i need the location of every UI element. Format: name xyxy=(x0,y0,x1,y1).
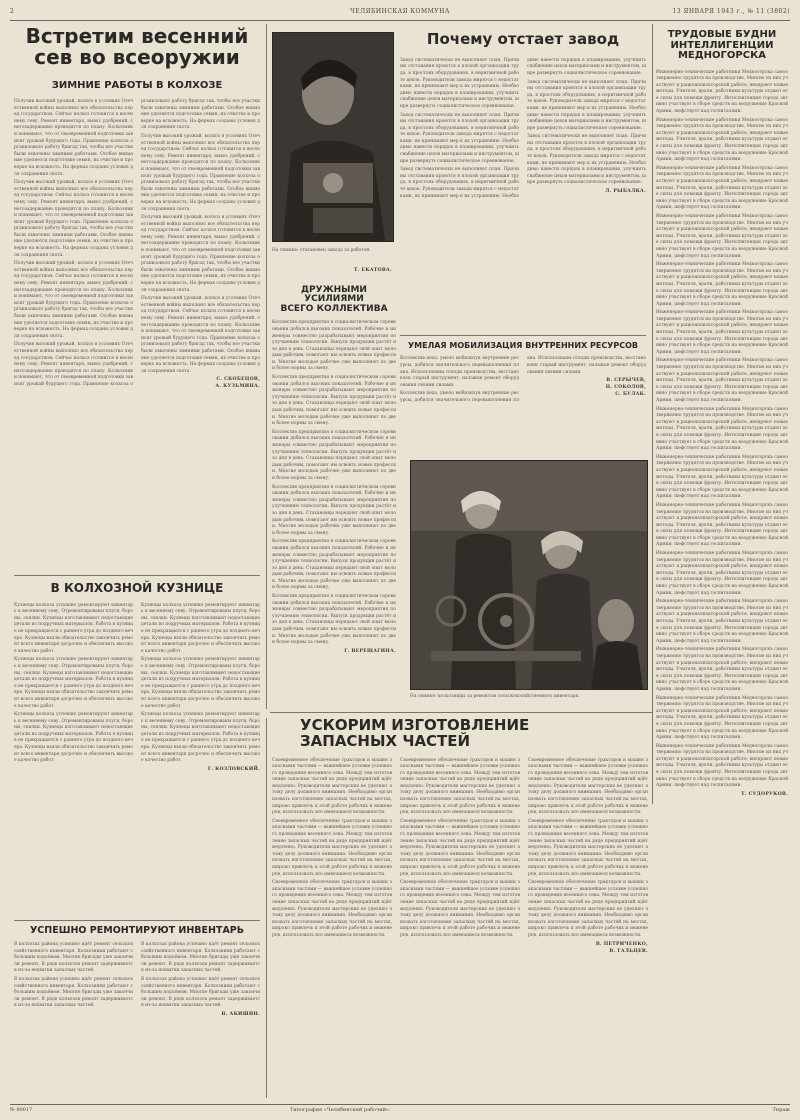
article-body: Своевременное обеспечение тракторов и машин запасными частями — важнейшее условие успешного проведения весеннего сева. Между тем изготовление запасных частей на ряде предприятий идёт медленно. Руководители мастерских не уделяют этому делу должного внимания. Необходимо организовать изготовление запасных частей на местах, широко привлечь к этой работе рабочих и инженеров, использовать все имеющиеся возможности. Своевременное обеспечение тракторов и машин запасными частями — важнейшее условие успешного проведения весеннего сева. Между тем изготовление запасных частей на ряде предприятий идёт медленно. Руководители мастерских не уделяют этому делу должного внимания. Необходимо организовать изготовление запасных частей на местах, широко привлечь к этой работе рабочих и инженеров, использовать все имеющиеся возможности. Своевременное обеспечение тракторов и машин запасными частями — важнейшее условие успешного проведения весеннего сева. Между тем изготовление запасных частей на ряде предприятий идёт медленно. Руководители мастерских не уделяют этому делу должного внимания. Необходимо организовать изготовление запасных частей на местах, широко привлечь к этой работе рабочих и инженеров, использовать все имеющиеся возможности. Своевременное обеспечение тракторов и машин запасными частями — важнейшее условие успешного проведения весеннего сева. Между тем изготовление запасных частей на ряде предприятий идёт медленно. Руководители мастерских не уделяют этому делу должного внимания. Необходимо организовать изготовление запасных частей на местах, широко привлечь к этой работе рабочих и инженеров, использовать все имеющиеся возможности. Своевременное обеспечение тракторов и машин запасными частями — важнейшее условие успешного проведения весеннего сева. Между тем изготовление запасных частей на ряде предприятий идёт медленно. Руководители мастерских не уделяют этому делу должного внимания. Необходимо организовать изготовление запасных частей на местах, широко привлечь к этой работе рабочих и инженеров, использовать все имеющиеся возможности. Своевременное обеспечение тракторов и машин запасными частями — важнейшее условие успешного проведения весеннего сева. Между тем изготовление запасных частей на ряде предприятий идёт медленно. Руководители мастерских не уделяют этому делу должного внимания. Необходимо организовать изготовление запасных частей на местах, широко привлечь к этой работе рабочих и инженеров, использовать все имеющиеся возможности. Своевременное обеспечение тракторов и машин запасными частями — важнейшее условие успешного проведения весеннего сева. Между тем изготовление запасных частей на ряде предприятий идёт медленно. Руководители мастерских не уделяют этому делу должного внимания. Необходимо организовать изготовление запасных частей на местах, широко привлечь к этой работе рабочих и инженеров, использовать все имеющиеся возможности. Своевременное обеспечение тракторов и машин запасными частями — важнейшее условие успешного проведения весеннего сева. Между тем изготовление запасных частей на ряде предприятий идёт медленно. Руководители мастерских не уделяют этому делу должного внимания. Необходимо организовать изготовление запасных частей на местах, широко привлечь к этой работе рабочих и инженеров, использовать все имеющиеся возможности. Своевременное обеспечение тракторов и машин запасными частями — важнейшее условие успешного проведения весеннего сева. Между тем изготовление запасных частей на ряде предприятий идёт медленно. Руководители мастерских не уделяют этому делу должного внимания. Необходимо организовать изготовление запасных частей на местах, широко привлечь к этой работе рабочих и инженеров, использовать все имеющиеся возможности. В. ПЕТРИЧЕНКО, В. ГАЛЬЦЕВ. xyxy=(272,757,648,954)
article-subheadline: ЗИМНИЕ РАБОТЫ В КОЛХОЗЕ xyxy=(51,80,223,91)
photo-caption: На снимке: стахановец завода за работой. xyxy=(272,248,371,254)
page-number: 2 xyxy=(10,8,15,15)
author-signature: Л. РЫБАЛКА. xyxy=(605,189,646,195)
article-body: Кузнецы колхоза успешно ремонтируют инвентарь к весеннему севу. Отремонтированы плуги, бороны, сеялки. Кузнецы изготавливают недостающие детали из подручных материалов. Работа в кузнице не прекращается с раннего утра до позднего вечера. Кузнецы взяли обязательство закончить ремонт всего инвентаря досрочно и обеспечить высокое качество работ. Кузнецы колхоза успешно ремонтируют инвентарь к весеннему севу. Отремонтированы плуги, бороны, сеялки. Кузнецы изготавливают недостающие детали из подручных материалов. Работа в кузнице не прекращается с раннего утра до позднего вечера. Кузнецы взяли обязательство закончить ремонт всего инвентаря досрочно и обеспечить высокое качество работ. Кузнецы колхоза успешно ремонтируют инвентарь к весеннему севу. Отремонтированы плуги, бороны, сеялки. Кузнецы изготавливают недостающие детали из подручных материалов. Работа в кузнице не прекращается с раннего утра до позднего вечера. Кузнецы взяли обязательство закончить ремонт всего инвентаря досрочно и обеспечить высокое качество работ. Кузнецы колхоза успешно ремонтируют инвентарь к весеннему севу. Отремонтированы плуги, бороны, сеялки. Кузнецы изготавливают недостающие детали из подручных материалов. Работа в кузнице не прекращается с раннего утра до позднего вечера. Кузнецы взяли обязательство закончить ремонт всего инвентаря досрочно и обеспечить высокое качество работ. Кузнецы колхоза успешно ремонтируют инвентарь к весеннему севу. Отремонтированы плуги, бороны, сеялки. Кузнецы изготавливают недостающие детали из подручных материалов. Работа в кузнице не прекращается с раннего утра до позднего вечера. Кузнецы взяли обязательство закончить ремонт всего инвентаря досрочно и обеспечить высокое качество работ. Кузнецы колхоза успешно ремонтируют инвентарь к весеннему севу. Отремонтированы плуги, бороны, сеялки. Кузнецы изготавливают недостающие детали из подручных материалов. Работа в кузнице не прекращается с раннего утра до позднего вечера. Кузнецы взяли обязательство закончить ремонт всего инвентаря досрочно и обеспечить высокое качество работ. Г. КОЗЛОВСКИЙ. xyxy=(14,602,260,772)
article-headline: ТРУДОВЫЕ БУДНИ ИНТЕЛЛИГЕНЦИИ МЕДНОГОРСКА xyxy=(667,29,777,61)
article-collective-effort: ДРУЖНЫМИ УСИЛИЯМИ ВСЕГО КОЛЛЕКТИВА Коллектив предприятия в социалистическом соревновании добился высоких показателей. Рабочие и инженеры совместно разрабатывают мероприятия по улучшению технологии. Выпуск продукции растёт изо дня в день. Стахановцы передают свой опыт молодым рабочим, помогают им освоить новые профессии. Многие молодые рабочие уже выполняют по две и более нормы за смену. Коллектив предприятия в социалистическом соревновании добился высоких показателей. Рабочие и инженеры совместно разрабатывают мероприятия по улучшению технологии. Выпуск продукции растёт изо дня в день. Стахановцы передают свой опыт молодым рабочим, помогают им освоить новые профессии. Многие молодые рабочие уже выполняют по две и более нормы за смену. Коллектив предприятия в социалистическом соревновании добился высоких показателей. Рабочие и инженеры совместно разрабатывают мероприятия по улучшению технологии. Выпуск продукции растёт изо дня в день. Стахановцы передают свой опыт молодым рабочим, помогают им освоить новые профессии. Многие молодые рабочие уже выполняют по две и более нормы за смену. Коллектив предприятия в социалистическом соревновании добился высоких показателей. Рабочие и инженеры совместно разрабатывают мероприятия по улучшению технологии. Выпуск продукции растёт изо дня в день. Стахановцы передают свой опыт молодым рабочим, помогают им освоить новые профессии. Многие молодые рабочие уже выполняют по две и более нормы за смену. Коллектив предприятия в социалистическом соревновании добился высоких показателей. Рабочие и инженеры совместно разрабатывают мероприятия по улучшению технологии. Выпуск продукции растёт изо дня в день. Стахановцы передают свой опыт молодым рабочим, помогают им освоить новые профессии. Многие молодые рабочие уже выполняют по две и более нормы за смену. Коллектив предприятия в социалистическом соревновании добился высоких показателей. Рабочие и инженеры совместно разрабатывают мероприятия по улучшению технологии. Выпуск продукции растёт изо дня в день. Стахановцы передают свой опыт молодым рабочим, помогают им освоить новые профессии. Многие молодые рабочие уже выполняют по две и более нормы за смену. Г. ВЕРЕЩАГИНА. xyxy=(272,285,396,654)
photo-repair-workers xyxy=(410,460,648,690)
author-signature: Г. ВЕРЕЩАГИНА. xyxy=(344,648,396,654)
masthead xyxy=(10,6,790,21)
footer-number: № 80017 xyxy=(10,1107,33,1113)
author-signature: В. СЕРЫЧЕВ, xyxy=(606,378,646,384)
author-signature: А. КУЗЬМИНА. xyxy=(215,384,260,390)
author-signature: Н. СОКОЛОВ, xyxy=(605,385,646,391)
article-mednogorsk-intelligentsia: ТРУДОВЫЕ БУДНИ ИНТЕЛЛИГЕНЦИИ МЕДНОГОРСКА Инженерно-технические работники Медногорска самоотверженно трудятся на производстве. Многие из них участвуют в рационализаторской работе, внедряют новые методы. Учителя, врачи, работники культуры отдают все силы для помощи фронту. Интеллигенция города активно участвует в сборе средств на вооружение Красной Армии, шефствует над госпиталями. Инженерно-технические работники Медногорска самоотверженно трудятся на производстве. Многие из них участвуют в рационализаторской работе, внедряют новые методы. Учителя, врачи, работники культуры отдают все силы для помощи фронту. Интеллигенция города активно участвует в сборе средств на вооружение Красной Армии, шефствует над госпиталями. Инженерно-технические работники Медногорска самоотверженно трудятся на производстве. Многие из них участвуют в рационализаторской работе, внедряют новые методы. Учителя, врачи, работники культуры отдают все силы для помощи фронту. Интеллигенция города активно участвует в сборе средств на вооружение Красной Армии, шефствует над госпиталями. Инженерно-технические работники Медногорска самоотверженно трудятся на производстве. Многие из них участвуют в рационализаторской работе, внедряют новые методы. Учителя, врачи, работники культуры отдают все силы для помощи фронту. Интеллигенция города активно участвует в сборе средств на вооружение Красной Армии, шефствует над госпиталями. Инженерно-технические работники Медногорска самоотверженно трудятся на производстве. Многие из них участвуют в рационализаторской работе, внедряют новые методы. Учителя, врачи, работники культуры отдают все силы для помощи фронту. Интеллигенция города активно участвует в сборе средств на вооружение Красной Армии, шефствует над госпиталями. Инженерно-технические работники Медногорска самоотверженно трудятся на производстве. Многие из них участвуют в рационализаторской работе, внедряют новые методы. Учителя, врачи, работники культуры отдают все силы для помощи фронту. Интеллигенция города активно участвует в сборе средств на вооружение Красной Армии, шефствует над госпиталями. Инженерно-технические работники Медногорска самоотверженно трудятся на производстве. Многие из них участвуют в рационализаторской работе, внедряют новые методы. Учителя, врачи, работники культуры отдают все силы для помощи фронту. Интеллигенция города активно участвует в сборе средств на вооружение Красной Армии, шефствует над госпиталями. Инженерно-технические работники Медногорска самоотверженно трудятся на производстве. Многие из них участвуют в рационализаторской работе, внедряют новые методы. Учителя, врачи, работники культуры отдают все силы для помощи фронту. Интеллигенция города активно участвует в сборе средств на вооружение Красной Армии, шефствует над госпиталями. Инженерно-технические работники Медногорска самоотверженно трудятся на производстве. Многие из них участвуют в рационализаторской работе, внедряют новые методы. Учителя, врачи, работники культуры отдают все силы для помощи фронту. Интеллигенция города активно участвует в сборе средств на вооружение Красной Армии, шефствует над госпиталями. Инженерно-технические работники Медногорска самоотверженно трудятся на производстве. Многие из них участвуют в рационализаторской работе, внедряют новые методы. Учителя, врачи, работники культуры отдают все силы для помощи фронту. Интеллигенция города активно участвует в сборе средств на вооружение Красной Армии, шефствует над госпиталями. Инженерно-технические работники Медногорска самоотверженно трудятся на производстве. Многие из них участвуют в рационализаторской работе, внедряют новые методы. Учителя, врачи, работники культуры отдают все силы для помощи фронту. Интеллигенция города активно участвует в сборе средств на вооружение Красной Армии, шефствует над госпиталями. Инженерно-технические работники Медногорска самоотверженно трудятся на производстве. Многие из них участвуют в рационализаторской работе, внедряют новые методы. Учителя, врачи, работники культуры отдают все силы для помощи фронту. Интеллигенция города активно участвует в сборе средств на вооружение Красной Армии, шефствует над госпиталями. Инженерно-технические работники Медногорска самоотверженно трудятся на производстве. Многие из них участвуют в рационализаторской работе, внедряют новые методы. Учителя, врачи, работники культуры отдают все силы для помощи фронту. Интеллигенция города активно участвует в сборе средств на вооружение Красной Армии, шефствует над госпиталями. Инженерно-технические работники Медногорска самоотверженно трудятся на производстве. Многие из них участвуют в рационализаторской работе, внедряют новые методы. Учителя, врачи, работники культуры отдают все силы для помощи фронту. Интеллигенция города активно участвует в сборе средств на вооружение Красной Армии, шефствует над госпиталями. Инженерно-технические работники Медногорска самоотверженно трудятся на производстве. Многие из них участвуют в рационализаторской работе, внедряют новые методы. Учителя, врачи, работники культуры отдают все силы для помощи фронту. Интеллигенция города активно участвует в сборе средств на вооружение Красной Армии, шефствует над госпиталями. Т. СУДОРУКОВ. xyxy=(656,29,788,797)
column-rule xyxy=(652,24,653,804)
article-resource-mobilization xyxy=(400,340,646,455)
author-signature: В. ГАЛЬЦЕВ. xyxy=(609,948,648,954)
author-signature: С. БУЛАК. xyxy=(615,392,646,398)
workers-photo-image xyxy=(411,461,647,689)
article-body: Коллектив цеха, умело мобилизуя внутренние ресурсы, добился значительного перевыполнения плана. Использованы отходы производства, восстановлен старый инструмент, налажен ремонт оборудования своими силами. Коллектив цеха, умело мобилизуя внутренние ресурсы, добился значительного перевыполнения плана. Использованы отходы производства, восстановлен старый инструмент, налажен ремонт оборудования своими силами. В. СЕРЫЧЕВ, Н. СОКОЛОВ, С. БУЛАК. xyxy=(400,356,646,403)
article-headline: В КОЛХОЗНОЙ КУЗНИЦЕ xyxy=(50,581,224,595)
article-body: В колхозах района успешно идёт ремонт сельскохозяйственного инвентаря. Колхозники работают с большим подъёмом. Многие бригады уже закончили ремонт. В ряде колхозов ремонт задерживается из-за нехватки запасных частей. В колхозах района успешно идёт ремонт сельскохозяйственного инвентаря. Колхозники работают с большим подъёмом. Многие бригады уже закончили ремонт. В ряде колхозов ремонт задерживается из-за нехватки запасных частей. В колхозах района успешно идёт ремонт сельскохозяйственного инвентаря. Колхозники работают с большим подъёмом. Многие бригады уже закончили ремонт. В ряде колхозов ремонт задерживается из-за нехватки запасных частей. В колхозах района успешно идёт ремонт сельскохозяйственного инвентаря. Колхозники работают с большим подъёмом. Многие бригады уже закончили ремонт. В ряде колхозов ремонт задерживается из-за нехватки запасных частей. В. АКИШИН. xyxy=(14,941,260,1017)
article-headline: ДРУЖНЫМИ УСИЛИЯМИ ВСЕГО КОЛЛЕКТИВА xyxy=(280,285,388,314)
article-body: Получив высокий урожай, колхоз в условиях Отечественной войны выполнил все обязательства перед государством. Сейчас колхоз готовится к весеннему севу. Ремонт инвентаря, вывоз удобрений, снегозадержание проводятся по плану. Колхозники понимают, что от своевременной подготовки зависит урожай будущего года. Правление колхоза организовало работу бригад так, чтобы все участки были охвачены зимними работами. Особое внимание уделяется подготовке семян, их очистке и проверке на всхожесть. На фермах созданы условия для сохранения скота. Получив высокий урожай, колхоз в условиях Отечественной войны выполнил все обязательства перед государством. Сейчас колхоз готовится к весеннему севу. Ремонт инвентаря, вывоз удобрений, снегозадержание проводятся по плану. Колхозники понимают, что от своевременной подготовки зависит урожай будущего года. Правление колхоза организовало работу бригад так, чтобы все участки были охвачены зимними работами. Особое внимание уделяется подготовке семян, их очистке и проверке на всхожесть. На фермах созданы условия для сохранения скота. Получив высокий урожай, колхоз в условиях Отечественной войны выполнил все обязательства перед государством. Сейчас колхоз готовится к весеннему севу. Ремонт инвентаря, вывоз удобрений, снегозадержание проводятся по плану. Колхозники понимают, что от своевременной подготовки зависит урожай будущего года. Правление колхоза организовало работу бригад так, чтобы все участки были охвачены зимними работами. Особое внимание уделяется подготовке семян, их очистке и проверке на всхожесть. На фермах созданы условия для сохранения скота. Получив высокий урожай, колхоз в условиях Отечественной войны выполнил все обязательства перед государством. Сейчас колхоз готовится к весеннему севу. Ремонт инвентаря, вывоз удобрений, снегозадержание проводятся по плану. Колхозники понимают, что от своевременной подготовки зависит урожай будущего года. Правление колхоза организовало работу бригад так, чтобы все участки были охвачены зимними работами. Особое внимание уделяется подготовке семян, их очистке и проверке на всхожесть. На фермах созданы условия для сохранения скота. Получив высокий урожай, колхоз в условиях Отечественной войны выполнил все обязательства перед государством. Сейчас колхоз готовится к весеннему севу. Ремонт инвентаря, вывоз удобрений, снегозадержание проводятся по плану. Колхозники понимают, что от своевременной подготовки зависит урожай будущего года. Правление колхоза организовало работу бригад так, чтобы все участки были охвачены зимними работами. Особое внимание уделяется подготовке семян, их очистке и проверке на всхожесть. На фермах созданы условия для сохранения скота. Получив высокий урожай, колхоз в условиях Отечественной войны выполнил все обязательства перед государством. Сейчас колхоз готовится к весеннему севу. Ремонт инвентаря, вывоз удобрений, снегозадержание проводятся по плану. Колхозники понимают, что от своевременной подготовки зависит урожай будущего года. Правление колхоза организовало работу бригад так, чтобы все участки были охвачены зимними работами. Особое внимание уделяется подготовке семян, их очистке и проверке на всхожесть. На фермах созданы условия для сохранения скота. Получив высокий урожай, колхоз в условиях Отечественной войны выполнил все обязательства перед государством. Сейчас колхоз готовится к весеннему севу. Ремонт инвентаря, вывоз удобрений, снегозадержание проводятся по плану. Колхозники понимают, что от своевременной подготовки зависит урожай будущего года. Правление колхоза организовало работу бригад так, чтобы все участки были охвачены зимними работами. Особое внимание уделяется подготовке семян, их очистке и проверке на всхожесть. На фермах созданы условия для сохранения скота. С. СКОБЕЦОВ, А. КУЗЬМИНА. xyxy=(14,99,260,390)
article-body: Завод систематически не выполняет план. Причины отставания кроются в плохой организации труда, в простоях оборудования, в неритмичной работе цехов. Руководители завода мирятся с недостатками, не принимают мер к их устранению. Необходимо навести порядок в планировании, улучшить снабжение цехов материалами и инструментом, шире развернуть социалистическое соревнование. Завод систематически не выполняет план. Причины отставания кроются в плохой организации труда, в простоях оборудования, в неритмичной работе цехов. Руководители завода мирятся с недостатками, не принимают мер к их устранению. Необходимо навести порядок в планировании, улучшить снабжение цехов материалами и инструментом, шире развернуть социалистическое соревнование. Завод систематически не выполняет план. Причины отставания кроются в плохой организации труда, в простоях оборудования, в неритмичной работе цехов. Руководители завода мирятся с недостатками, не принимают мер к их устранению. Необходимо навести порядок в планировании, улучшить снабжение цехов материалами и инструментом, шире развернуть социалистическое соревнование. Завод систематически не выполняет план. Причины отставания кроются в плохой организации труда, в простоях оборудования, в неритмичной работе цехов. Руководители завода мирятся с недостатками, не принимают мер к их устранению. Необходимо навести порядок в планировании, улучшить снабжение цехов материалами и инструментом, шире развернуть социалистическое соревнование. Завод систематически не выполняет план. Причины отставания кроются в плохой организации труда, в простоях оборудования, в неритмичной работе цехов. Руководители завода мирятся с недостатками, не принимают мер к их устранению. Необходимо навести порядок в планировании, улучшить снабжение цехов материалами и инструментом, шире развернуть социалистическое соревнование. Л. РЫБАЛКА. xyxy=(400,57,646,199)
photo-worker xyxy=(272,32,394,242)
column-rule xyxy=(266,718,267,1098)
article-spring-sowing xyxy=(14,26,260,576)
author-signature: В. ПЕТРИЧЕНКО, xyxy=(595,941,648,947)
article-headline: Почему отстает завод xyxy=(426,30,620,48)
column-rule xyxy=(266,24,267,709)
article-headline: УСПЕШНО РЕМОНТИРУЮТ ИНВЕНТАРЬ xyxy=(29,925,244,936)
issue-date: 13 ЯНВАРЯ 1943 г., № 11 (3802) xyxy=(672,8,790,15)
author-signature: Т. ЕКАТОВА. xyxy=(354,268,392,273)
article-lagging-plant xyxy=(400,30,646,330)
newspaper-name: ЧЕЛЯБИНСКАЯ КОММУНА xyxy=(350,8,450,15)
author-signature: Г. КОЗЛОВСКИЙ. xyxy=(207,766,260,772)
footer-circulation: Тираж xyxy=(772,1107,790,1113)
photo-caption: На снимке: колхозницы за ремонтом сельскохозяйственного инвентаря. xyxy=(410,694,580,700)
article-headline: УСКОРИМ ИЗГОТОВЛЕНИЕ ЗАПАСНЫХ ЧАСТЕЙ xyxy=(300,716,530,750)
article-headline: Встретим весенний сев во всеоружии xyxy=(25,26,249,69)
author-signature: С. СКОБЕЦОВ, xyxy=(216,377,260,383)
page-footer xyxy=(10,1104,790,1117)
article-inventory-repair xyxy=(14,924,260,1100)
article-kolkhoz-smithy xyxy=(14,580,260,920)
article-spare-parts xyxy=(272,716,648,1102)
portrait-photo-image xyxy=(273,33,393,241)
footer-printer: Типография «Челябинский рабочий». xyxy=(290,1107,391,1113)
author-signature: Т. СУДОРУКОВ. xyxy=(741,791,788,797)
author-signature: В. АКИШИН. xyxy=(221,1011,260,1017)
article-headline: УМЕЛАЯ МОБИЛИЗАЦИЯ ВНУТРЕННИХ РЕСУРСОВ xyxy=(408,341,638,350)
